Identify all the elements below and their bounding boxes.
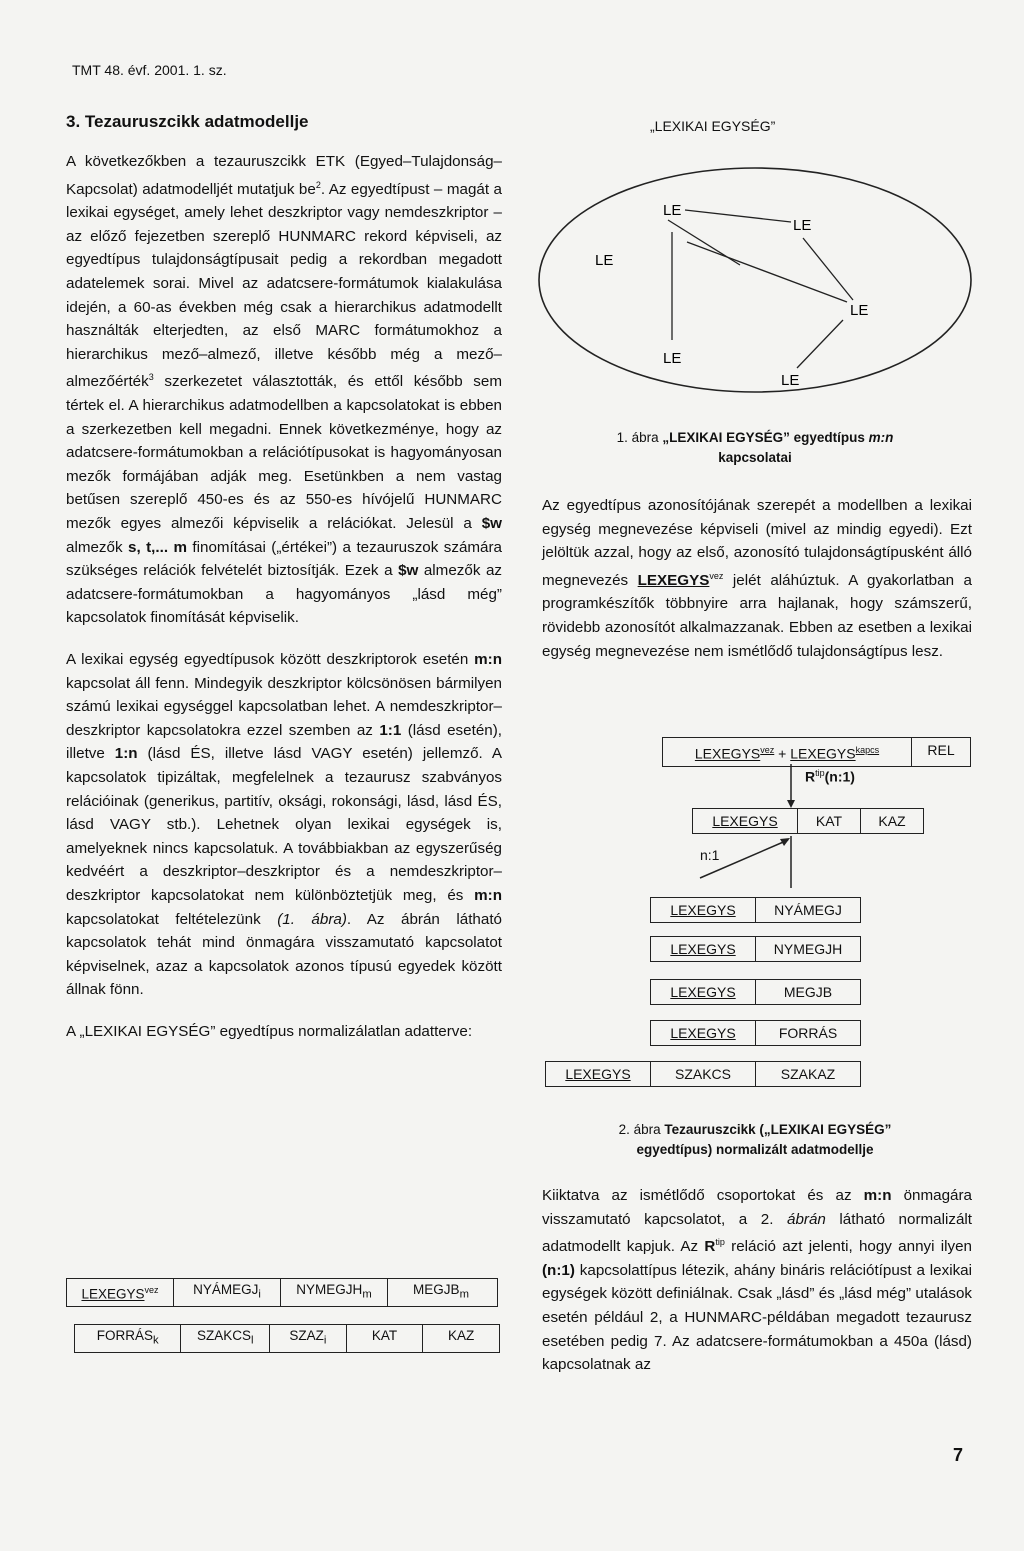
fig2-cell: SZAKCS — [651, 1062, 756, 1086]
relation-line — [685, 210, 791, 222]
right-paragraph-1 — [542, 494, 972, 663]
fig2-row-szakcs — [545, 1061, 861, 1087]
fig2-cell: LEXEGYS — [651, 937, 756, 961]
figure-ref: ábrán — [787, 1210, 826, 1228]
cell-sub: m — [362, 1288, 372, 1301]
text-run: Az egyedtípus azonosítójának szerepét a modellben a lexikai egység megnevezése képviseli (mivel az mindig egyedi). Ezt jelöltük azzal, hogy az első, azonosító tulajdonságtípusként álló megnevezés — [542, 497, 972, 589]
fig2-row-megjb — [650, 979, 861, 1005]
unnorm-cell — [388, 1279, 494, 1306]
bold-term: s, t,... m — [128, 538, 187, 556]
cell-sub: i — [258, 1288, 261, 1301]
superscript: vez — [709, 570, 724, 581]
bold-term: $w — [481, 515, 502, 533]
fig2-cell: LEXEGYS — [693, 809, 798, 833]
caption-bold: egyedtípus) normalizált adatmodellje — [636, 1142, 874, 1157]
relation-line — [803, 238, 853, 300]
fig2-row-kat — [692, 808, 924, 834]
bold-term: 1:1 — [379, 721, 402, 739]
cell-text: LEXEGYS — [790, 745, 856, 762]
le-node: LE — [595, 252, 614, 269]
fig2-cell: NYMEGJH — [773, 941, 843, 957]
unnorm-cell — [270, 1325, 347, 1352]
cell-text: KAZ — [448, 1328, 475, 1343]
unnormalized-row-1 — [66, 1278, 498, 1307]
unnorm-cell — [67, 1279, 174, 1306]
unnorm-cell — [181, 1325, 270, 1352]
bold-term: m:n — [474, 651, 502, 668]
cell-sub: m — [459, 1288, 469, 1301]
text-run: látható normalizált adatmodellt kapjuk. Az — [542, 1210, 972, 1256]
figure-ref: (1. ábra) — [277, 910, 347, 928]
bold-term: (n:1) — [542, 1261, 575, 1279]
figure1-diagram — [535, 150, 995, 420]
relation-line — [797, 320, 843, 368]
relation-line — [687, 242, 847, 302]
text-run: kapcsolatokat feltételezünk — [66, 910, 278, 928]
unnorm-cell — [174, 1279, 281, 1306]
fig2-cell: FORRÁS — [778, 1025, 838, 1041]
text-run: . Az egyedtípust – magát a lexikai egységet, amely lehet deszkriptor vagy nemdeszkriptor – az előző fejezetben szereplő HUNMARC rekord képviseli, az egyedtípus tulajdonságtípusait pedig a rekordban megadott adatelemek sorai. Mivel az adatcsere-formátumok kialakulása idején, a 60-as években még csak a hierarchikus adatmodellt használták elterjedten, az első MARC formátumokhoz a hierarchikus mező–almező, illetve később még a mező–almezőérték — [66, 180, 502, 391]
figure1-caption — [545, 428, 965, 468]
cell-sub: l — [251, 1334, 254, 1347]
superscript: tip — [715, 1237, 725, 1248]
fig2-cell: LEXEGYS — [651, 980, 756, 1004]
text-run: finomításai („értékei”) a tezauruszok számára szükséges relációk felvételét biztosítják. Ezek a — [66, 538, 502, 580]
text-run: (lásd ÉS, illetve lásd VAGY esetén) jellemző. A kapcsolatok tipizáltak, megfelelnek a tezaurusz szabványos relációinak (generikus, partitív, oksági, rokonsági, lásd, lásd ÉS, lásd VAGY stb.). Lehetnek olyan lexikai egységek is, amelyeknek nincs kapcsolatuk. A továbbiakban az egyszerűség kedvéért a deszkriptor–deszkriptor és a nemdeszkriptor–deszkriptor kapcsolatokat nem különböztetjük meg, és — [66, 745, 502, 904]
text-run: Kiiktatva az ismétlődő csoportokat és az — [542, 1187, 864, 1204]
rel-text: (n:1) — [824, 768, 855, 785]
right-paragraph-2 — [542, 1184, 972, 1377]
fig2-row-forras — [650, 1020, 861, 1046]
text-run: (lásd esetén), illetve — [66, 721, 502, 763]
footnote-ref: 3 — [148, 372, 154, 383]
cell-text: KAT — [371, 1328, 398, 1343]
fig2-cell: KAT — [798, 809, 861, 833]
figure1-ellipse — [539, 168, 971, 392]
bold-term: $w — [398, 562, 419, 580]
caption-bold: Tezauruszcikk („LEXIKAI EGYSÉG” — [664, 1122, 892, 1137]
caption-bold: kapcsolatai — [718, 450, 792, 465]
unnorm-cell — [75, 1325, 181, 1352]
arrowhead — [787, 800, 795, 808]
text-run: almezők — [66, 538, 128, 556]
le-node: LE — [663, 350, 682, 367]
fig2-cell: NYÁMEGJ — [774, 902, 842, 918]
fig2-cell: KAZ — [878, 813, 906, 829]
bold-term: m:n — [474, 886, 502, 904]
footnote-ref: 2 — [315, 179, 321, 190]
figure2-caption — [545, 1120, 965, 1160]
le-node: LE — [663, 202, 682, 219]
text-run: jelét aláhúztuk. A gyakorlatban a programkészítők többnyire arra hajlanak, hogy számszerű, rövidebb azonosítót alkalmazzanak. Ebben az esetben a lexikai egység megnevezése nem ismétlődő tulajdonságtípus lesz. — [542, 571, 972, 660]
cell-text: NYMEGJH — [296, 1282, 363, 1297]
text-run: reláció azt jelenti, hogy annyi ilyen — [724, 1238, 973, 1256]
figure1-label: „LEXIKAI EGYSÉG” — [650, 118, 776, 134]
text-run: kapcsolattípus létezik, ahány bináris relációtípust a lexikai egységek között definiálnak. Csak „lásd” és „lásd még” utalások esetén például 2, a HUNMARC-példában megadott tezaurusz esetében pedig 7. Az adatcsere-formátumokban a 450a (lásd) kapcsolatnak az — [542, 1261, 972, 1374]
text-run: almezők az adatcsere-formátumokban a hagyományos „lásd még” kapcsolatok finomítását képviselik. — [66, 562, 502, 627]
left-paragraph-2 — [66, 648, 502, 1002]
cell-sup: vez — [760, 745, 775, 755]
cell-sup: vez — [144, 1285, 159, 1295]
relation-label — [805, 768, 855, 785]
caption-italic: m:n — [868, 430, 894, 445]
fig2-cell: LEXEGYS — [651, 898, 756, 922]
rel-sup: tip — [815, 768, 825, 778]
text-run: A következőkben a tezauruszcikk ETK (Egyed–Tulajdonság–Kapcsolat) adatmodelljét mutatjuk be — [66, 153, 502, 198]
rel-text: R — [805, 768, 816, 785]
bold-term: m:n — [863, 1187, 892, 1204]
fig2-cell: MEGJB — [783, 984, 833, 1000]
le-node: LE — [793, 217, 812, 234]
left-paragraph-1 — [66, 150, 502, 630]
text-run: kapcsolat áll fenn. Mindegyik deszkriptor kölcsönösen bármilyen számú lexikai egységgel kapcsolatban lehet. A nemdeszkriptor–deszkriptor kapcsolatokra ezzel szemben az — [66, 674, 502, 739]
text-run: A lexikai egység egyedtípusok között deszkriptorok esetén — [66, 651, 475, 668]
fig2-row-nyamegj — [650, 897, 861, 923]
text-run: szerkezetet választották, és ettől később sem tértek el. A hierarchikus adatmodellben a kapcsolatokat is ebben a szerkezetben kell megadni. Ennek következménye, hogy az adatcsere-formátumokban a relációtípusokat is hagyományosan mezők formájában adják meg. Esetünkben a nem vastag betűsen szereplő 450-es és az 550-es hívójelű HUNMARC mezők egyes almezői képviselik a relációkat. Jelesül a — [66, 373, 502, 533]
unnorm-cell — [281, 1279, 388, 1306]
left-paragraph-3: A „LEXIKAI EGYSÉG” egyedtípus normalizálatlan adatterve: — [66, 1022, 473, 1040]
running-head: TMT 48. évf. 2001. 1. sz. — [72, 62, 227, 78]
cell-text: FORRÁS — [96, 1328, 154, 1343]
cell-sub: k — [153, 1334, 159, 1347]
caption-text: 2. ábra — [618, 1122, 665, 1137]
cell-text: LEXEGYS — [694, 745, 761, 762]
bold-term: R — [704, 1238, 716, 1256]
cell-sup: kapcs — [855, 745, 880, 755]
le-node: LE — [850, 302, 869, 319]
page-number: 7 — [953, 1445, 964, 1465]
cell-text: SZAZ — [289, 1328, 324, 1343]
cell-text: SZAKCS — [197, 1328, 252, 1343]
fig2-cell: LEXEGYS — [651, 1021, 756, 1045]
unnorm-cell — [347, 1325, 424, 1352]
section-title: 3. Tezauruszcikk adatmodellje — [66, 112, 309, 131]
left-column — [66, 150, 502, 1062]
caption-text: 1. ábra — [616, 430, 663, 445]
cell-text: + — [774, 745, 791, 762]
cell-text: NYÁMEGJ — [193, 1282, 259, 1297]
fig2-row-nymegjh — [650, 936, 861, 962]
le-node: LE — [781, 372, 800, 389]
cell-sub: i — [323, 1334, 327, 1347]
cell-text: LEXEGYS — [81, 1286, 145, 1302]
fig2-cell: SZAKAZ — [780, 1066, 836, 1082]
caption-bold: „LEXIKAI EGYSÉG” egyedtípus — [662, 430, 869, 445]
cell-text: MEGJB — [413, 1282, 460, 1297]
bold-term: 1:n — [114, 745, 138, 763]
unnorm-cell — [423, 1325, 499, 1352]
text-run: . Az ábrán látható kapcsolatok tehát mind önmagára visszamutató kapcsolatot képviselnek, azaz a kapcsolatok azonos típusú egyedek között állnak fönn. — [66, 910, 502, 999]
fig2-cell: LEXEGYS — [546, 1062, 651, 1086]
fig2-cell: REL — [927, 742, 955, 758]
cardinality-label: n:1 — [700, 847, 720, 863]
unnormalized-row-2 — [74, 1324, 500, 1353]
text-run: önmagára visszamutató kapcsolatot, a 2. — [542, 1187, 972, 1228]
bold-term: LEXEGYS — [637, 571, 710, 589]
